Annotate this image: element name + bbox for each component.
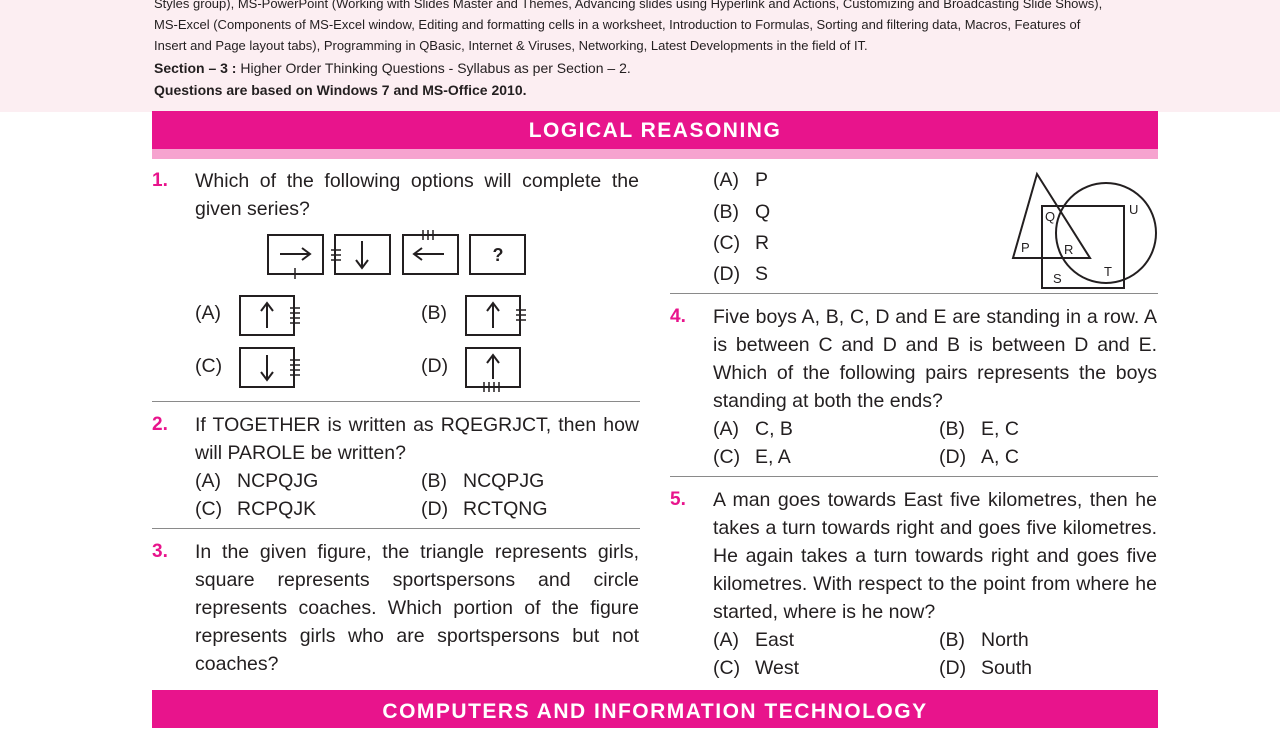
question-1-option-c-label: (C) bbox=[195, 355, 223, 377]
question-5-number: 5. bbox=[670, 489, 686, 510]
logical-reasoning-banner: LOGICAL REASONING bbox=[152, 111, 1158, 149]
option-label: (A) bbox=[195, 470, 221, 492]
divider-q4-q5 bbox=[670, 476, 1158, 477]
option-label: (B) bbox=[421, 470, 447, 492]
syllabus-section bbox=[0, 0, 1280, 112]
option-label: (D) bbox=[421, 498, 449, 520]
option-label: (C) bbox=[713, 232, 741, 254]
section-3-line bbox=[154, 60, 631, 76]
option-value: NCPQJG bbox=[237, 470, 319, 492]
question-1-option-d-label: (D) bbox=[421, 355, 449, 377]
option-value: Q bbox=[755, 201, 771, 223]
question-1-option-a-figure[interactable] bbox=[238, 294, 304, 338]
question-5-option-a[interactable] bbox=[713, 626, 794, 654]
venn-label-r: R bbox=[1064, 242, 1074, 257]
syllabus-line-2: MS-Excel (Components of MS-Excel window, Editing and formatting cells in a worksheet, Introduction to Formulas, Sorting and filtering data, Macros, Features of bbox=[154, 17, 1081, 32]
option-value: RCTQNG bbox=[463, 498, 548, 520]
divider-q1-q2 bbox=[152, 401, 640, 402]
question-4-option-c[interactable] bbox=[713, 443, 791, 471]
option-label: (C) bbox=[195, 498, 223, 520]
question-1-option-c-figure[interactable] bbox=[238, 346, 304, 390]
question-3-option-c[interactable] bbox=[713, 229, 769, 257]
option-label: (A) bbox=[713, 169, 739, 191]
question-3-option-d[interactable] bbox=[713, 260, 768, 288]
question-4-number: 4. bbox=[670, 306, 686, 327]
question-5-option-c[interactable] bbox=[713, 654, 799, 682]
option-label: (A) bbox=[713, 418, 739, 440]
section-3-text: Higher Order Thinking Questions - Syllabus as per Section – 2. bbox=[236, 60, 631, 76]
question-1-option-b-label: (B) bbox=[421, 302, 447, 324]
option-value: West bbox=[755, 657, 800, 679]
question-2-number: 2. bbox=[152, 414, 168, 435]
question-3-text: In the given figure, the triangle represents girls, square represents sportspersons and circle represents coaches. Which portion of the figure represents girls who are sportspersons but not coaches? bbox=[195, 541, 639, 675]
question-1-text: Which of the following options will complete the given series? bbox=[195, 170, 639, 220]
question-2-option-c[interactable] bbox=[195, 495, 316, 523]
question-2-option-b[interactable] bbox=[421, 467, 544, 495]
option-value: P bbox=[755, 169, 769, 191]
question-5-text: A man goes towards East five kilometres, then he takes a turn towards right and goes five kilometres. He again takes a turn towards right and goes five kilometres. With respect to the point from where he started, where is he now? bbox=[713, 489, 1157, 623]
option-value: R bbox=[755, 232, 770, 254]
option-value: A, C bbox=[981, 446, 1019, 468]
syllabus-note: Questions are based on Windows 7 and MS-Office 2010. bbox=[154, 82, 527, 98]
option-label: (D) bbox=[939, 446, 967, 468]
option-label: (B) bbox=[939, 418, 965, 440]
option-label: (D) bbox=[939, 657, 967, 679]
option-label: (B) bbox=[713, 201, 739, 223]
option-label: (D) bbox=[713, 263, 741, 285]
option-value: E, C bbox=[981, 418, 1019, 440]
question-4-option-d[interactable] bbox=[939, 443, 1019, 471]
option-value: North bbox=[981, 629, 1029, 651]
computers-banner: COMPUTERS AND INFORMATION TECHNOLOGY bbox=[152, 690, 1158, 728]
series-figure bbox=[262, 228, 532, 280]
question-4-option-a[interactable] bbox=[713, 415, 793, 443]
question-1-option-a-label: (A) bbox=[195, 302, 221, 324]
option-label: (C) bbox=[713, 657, 741, 679]
option-label: (B) bbox=[939, 629, 965, 651]
question-5-option-b[interactable] bbox=[939, 626, 1029, 654]
option-value: RCPQJK bbox=[237, 498, 317, 520]
venn-label-q: Q bbox=[1045, 209, 1056, 224]
venn-label-t: T bbox=[1104, 264, 1112, 279]
option-value: S bbox=[755, 263, 769, 285]
option-value: C, B bbox=[755, 418, 793, 440]
venn-label-u: U bbox=[1129, 202, 1139, 217]
option-label: (C) bbox=[713, 446, 741, 468]
option-value: NCQPJG bbox=[463, 470, 545, 492]
question-5-option-d[interactable] bbox=[939, 654, 1032, 682]
option-value: East bbox=[755, 629, 795, 651]
syllabus-line-1: Styles group), MS-PowerPoint (Working with Slides Master and Themes, Advancing slides using Hyperlink and Actions, Customizing and Broadcasting Slide Shows), bbox=[154, 0, 1103, 11]
divider-q3-q4 bbox=[670, 293, 1158, 294]
section-3-label: Section – 3 : bbox=[154, 60, 237, 76]
question-3-number: 3. bbox=[152, 541, 168, 562]
question-1-option-d-figure[interactable] bbox=[464, 344, 524, 394]
option-value: E, A bbox=[755, 446, 791, 468]
question-1-option-b-figure[interactable] bbox=[464, 294, 530, 338]
venn-label-s: S bbox=[1053, 271, 1062, 286]
syllabus-line-3: Insert and Page layout tabs), Programming in QBasic, Internet & Viruses, Networking, Latest Developments in the field of IT. bbox=[154, 38, 868, 53]
option-label: (A) bbox=[713, 629, 739, 651]
banner-underline bbox=[152, 149, 1158, 159]
series-unknown-mark: ? bbox=[492, 245, 504, 265]
option-value: South bbox=[981, 657, 1032, 679]
divider-q2-q3 bbox=[152, 528, 640, 529]
question-3-option-b[interactable] bbox=[713, 198, 770, 226]
venn-label-p: P bbox=[1021, 240, 1030, 255]
question-2-option-a[interactable] bbox=[195, 467, 318, 495]
question-4-text: Five boys A, B, C, D and E are standing in a row. A is between C and D and B is between D and E. Which of the following pairs represents the boys standing at both the ends? bbox=[713, 306, 1157, 412]
venn-diagram bbox=[1008, 170, 1160, 290]
question-2-text: If TOGETHER is written as RQEGRJCT, then how will PAROLE be written? bbox=[195, 414, 639, 464]
question-3-option-a[interactable] bbox=[713, 166, 768, 194]
question-2-option-d[interactable] bbox=[421, 495, 548, 523]
question-4-option-b[interactable] bbox=[939, 415, 1019, 443]
question-1-number: 1. bbox=[152, 170, 168, 191]
